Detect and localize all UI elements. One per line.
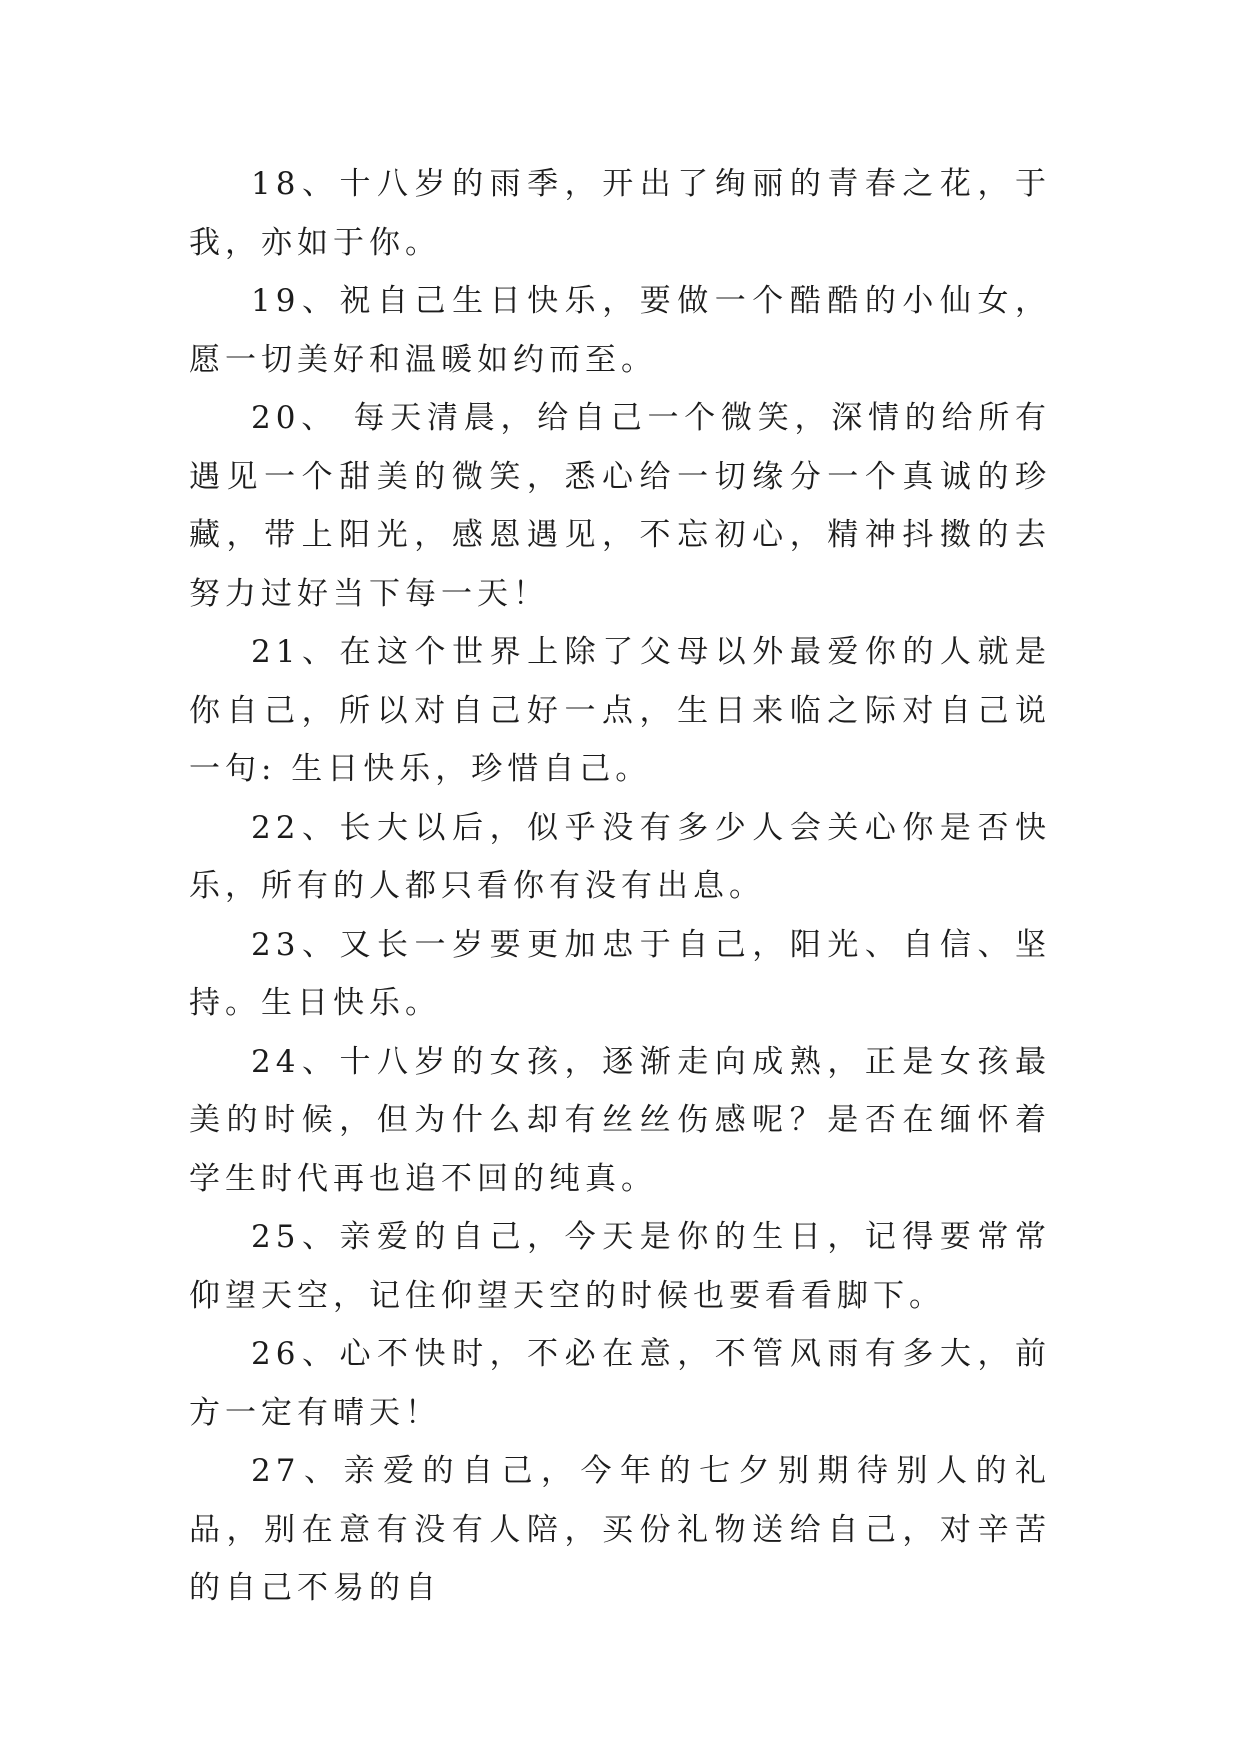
paragraph-20: 20、 每天清晨，给自己一个微笑，深情的给所有遇见一个甜美的微笑，悉心给一切缘分一个真诚的珍藏，带上阳光，感恩遇见，不忘初心，精神抖擞的去努力过好当下每一天！ [189,400,1051,612]
paragraph-24: 24、十八岁的女孩，逐渐走向成熟，正是女孩最美的时候，但为什么却有丝丝伤感呢？是否在缅怀着学生时代再也追不回的纯真。 [189,1043,1051,1197]
paragraph-18: 18、十八岁的雨季，开出了绚丽的青春之花，于我，亦如于你。 [189,166,1051,261]
paragraph-22: 22、长大以后，似乎没有多少人会关心你是否快乐，所有的人都只看你有没有出息。 [189,809,1051,904]
paragraph-25: 25、亲爱的自己，今天是你的生日，记得要常常仰望天空，记住仰望天空的时候也要看看脚下。 [189,1219,1051,1314]
paragraph-21: 21、在这个世界上除了父母以外最爱你的人就是你自己，所以对自己好一点，生日来临之际对自己说一句: 生日快乐，珍惜自己。 [189,634,1051,787]
paragraph-23: 23、又长一岁要更加忠于自己，阳光、自信、坚持。生日快乐。 [189,926,1051,1021]
paragraph-27: 27、亲爱的自己，今年的七夕别期待别人的礼品，别在意有没有人陪，买份礼物送给自己，对辛苦的自己不易的自 [189,1453,1051,1606]
paragraph-26: 26、心不快时，不必在意，不管风雨有多大，前方一定有晴天！ [189,1336,1051,1431]
document-body [189,155,1051,1618]
paragraph-19: 19、祝自己生日快乐，要做一个酷酷的小仙女，愿一切美好和温暖如约而至。 [189,283,1051,378]
